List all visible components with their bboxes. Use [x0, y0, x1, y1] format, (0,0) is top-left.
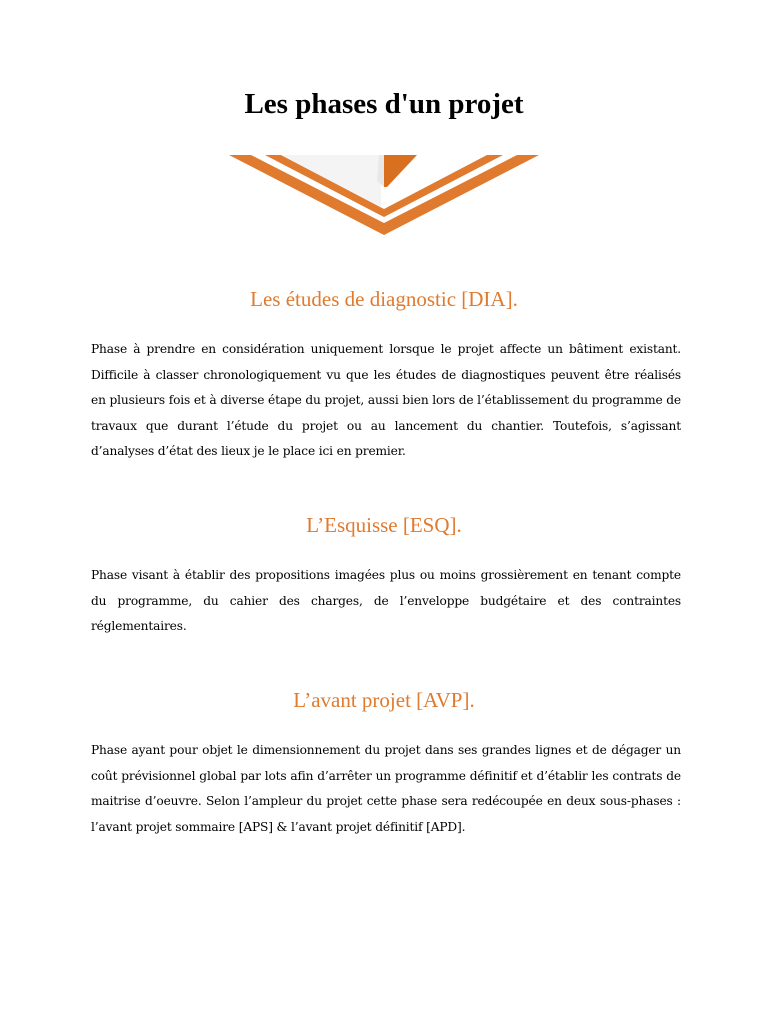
- section-body-avp: Phase ayant pour objet le dimensionnement du projet dans ses grandes lignes et de dégager un coût prévisionnel global par lots afin d’arrêter un programme définitif et d’établir les contrats de maitrise d’oeuvre. Selon l’ampleur du projet cette phase sera redécoupée en deux sous-phases : l’avant projet sommaire [APS] & l’avant projet définitif [APD].: [91, 743, 681, 834]
- section-heading-dia: Les études de diagnostic [DIA].: [250, 287, 518, 311]
- section-heading-avp: L’avant projet [AVP].: [293, 688, 475, 712]
- orange-chevron-divider: [229, 153, 539, 237]
- section-body-esq: Phase visant à établir des propositions imagées plus ou moins grossièrement en tenant compte du programme, du cahier des charges, de l’enveloppe budgétaire et des contraintes réglementaires.: [91, 568, 681, 634]
- section-heading-esq: L’Esquisse [ESQ].: [306, 513, 462, 537]
- page-title: Les phases d'un projet: [244, 88, 524, 120]
- section-body-dia: Phase à prendre en considération uniquement lorsque le projet affecte un bâtiment existant. Difficile à classer chronologiquement vu que les études de diagnostiques peuvent être réalisés en plusieurs fois et à diverse étape du projet, aussi bien lors de l’établissement du programme de travaux que durant l’étude du projet ou au lancement du chantier. Toutefois, s’agissant d’analyses d’état des lieux je le place ici en premier.: [91, 342, 681, 459]
